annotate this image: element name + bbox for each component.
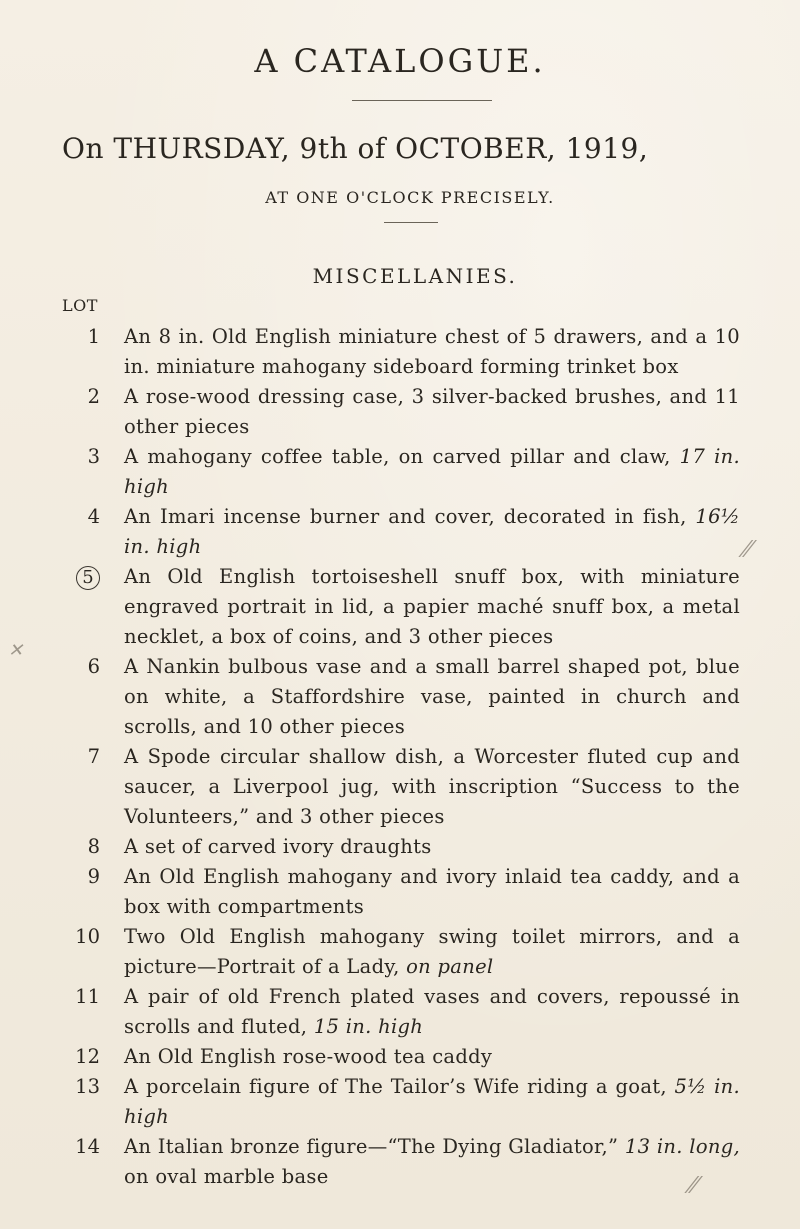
- lot-number-value: 6: [87, 655, 100, 678]
- handwritten-mark: ⁄⁄: [690, 1174, 698, 1199]
- time-divider: [384, 222, 438, 223]
- lot-number-value: 13: [75, 1075, 100, 1098]
- lot-item: [40, 322, 740, 382]
- lot-description-text: A pair of old French plated vases and covers, repoussé in scrolls and fluted,: [124, 985, 740, 1038]
- lot-description: [124, 442, 740, 502]
- lot-item: [40, 832, 740, 862]
- lot-item: [40, 1042, 740, 1072]
- lot-number: [40, 1072, 124, 1132]
- lot-description-text: A porcelain figure of The Tailor’s Wife riding a goat,: [124, 1075, 667, 1098]
- catalogue-title: A CATALOGUE.: [254, 42, 546, 80]
- lot-list: [40, 322, 740, 1192]
- lot-description: [124, 862, 740, 922]
- handwritten-mark: ⁄⁄: [744, 538, 752, 563]
- lot-number-value: 3: [87, 445, 100, 468]
- section-heading: MISCELLANIES.: [312, 264, 518, 288]
- lot-description-text: An Old English tortoiseshell snuff box, with miniature engraved portrait in lid, a papier maché snuff box, a metal necklet, a box of coins, and 3 other pieces: [124, 565, 740, 648]
- lot-description-text: A set of carved ivory draughts: [124, 835, 432, 858]
- lot-item: [40, 862, 740, 922]
- lot-description-text: An Old English rose-wood tea caddy: [124, 1045, 493, 1068]
- lot-item: [40, 1132, 740, 1192]
- lot-item: [40, 442, 740, 502]
- lot-number: [40, 1042, 124, 1072]
- lot-item: [40, 982, 740, 1042]
- lot-description-text: A mahogany coffee table, on carved pillar and claw,: [124, 445, 671, 468]
- handwritten-mark: ✕: [8, 640, 24, 661]
- lot-description: [124, 382, 740, 442]
- lot-number-value: 7: [87, 745, 100, 768]
- lot-description: [124, 832, 740, 862]
- lot-item: [40, 1072, 740, 1132]
- lot-description-text: An Old English mahogany and ivory inlaid tea caddy, and a box with compartments: [124, 865, 740, 918]
- lot-number: [40, 922, 124, 982]
- lot-description: [124, 1042, 740, 1072]
- lot-item: [40, 382, 740, 442]
- lot-number: [40, 322, 124, 382]
- lot-number-value: 1: [87, 325, 100, 348]
- lot-description: [124, 742, 740, 832]
- lot-dimension: on panel: [406, 955, 494, 978]
- lot-number-value: 4: [87, 505, 100, 528]
- lot-number: [40, 652, 124, 742]
- lot-number: [40, 832, 124, 862]
- lot-description: [124, 502, 740, 562]
- lot-number-value: 2: [87, 385, 100, 408]
- lot-number-value: 8: [87, 835, 100, 858]
- lot-dimension: 15 in. high: [313, 1015, 424, 1038]
- lot-number-value: 14: [75, 1135, 100, 1158]
- lot-dimension: 13 in. long,: [624, 1135, 741, 1158]
- lot-description: [124, 562, 740, 652]
- lot-number: [40, 862, 124, 922]
- lot-description-text: An Italian bronze figure—“The Dying Gladiator,”: [124, 1135, 619, 1158]
- lot-number: [40, 502, 124, 562]
- lot-number: [40, 562, 124, 652]
- lot-description: [124, 922, 740, 982]
- lot-description-text: A Spode circular shallow dish, a Worcester fluted cup and saucer, a Liverpool jug, with inscription “Success to the Volunteers,” and 3 other pieces: [124, 745, 740, 828]
- lot-description-text: A Nankin bulbous vase and a small barrel shaped pot, blue on white, a Staffordshire vase, painted in church and scrolls, and 10 other pieces: [124, 655, 740, 738]
- lot-item: [40, 562, 740, 652]
- lot-number-value: 12: [75, 1045, 100, 1068]
- lot-description-text: A rose-wood dressing case, 3 silver-backed brushes, and 11 other pieces: [124, 385, 740, 438]
- lot-description-text: An 8 in. Old English miniature chest of 5 drawers, and a 10 in. miniature mahogany sideboard forming trinket box: [124, 325, 740, 378]
- lot-description: [124, 652, 740, 742]
- lot-number-value: 10: [75, 925, 100, 948]
- lot-description: [124, 322, 740, 382]
- lot-item: [40, 652, 740, 742]
- sale-date-line: On THURSDAY, 9th of OCTOBER, 1919,: [62, 132, 649, 165]
- lot-number: [40, 442, 124, 502]
- lot-dimension: 16½ in. high: [124, 505, 741, 558]
- lot-dimension: 5½ in. high: [124, 1075, 740, 1128]
- lot-item: [40, 502, 740, 562]
- lot-item: [40, 922, 740, 982]
- lot-dimension: 17 in. high: [124, 445, 740, 498]
- lot-item: [40, 742, 740, 832]
- lot-description: [124, 982, 740, 1042]
- lot-description: [124, 1072, 740, 1132]
- lot-number: [40, 982, 124, 1042]
- lot-number-value: 11: [75, 985, 100, 1008]
- lot-number: [40, 1132, 124, 1192]
- lot-number-value: 5: [76, 566, 100, 590]
- lot-description-text: An Imari incense burner and cover, decorated in fish,: [124, 505, 687, 528]
- lot-description: [124, 1132, 740, 1192]
- lot-number: [40, 382, 124, 442]
- lot-number: [40, 742, 124, 832]
- lot-description-text: Two Old English mahogany swing toilet mirrors, and a picture—Portrait of a Lady,: [124, 925, 740, 978]
- lot-column-label: LOT: [62, 296, 98, 315]
- sale-time-line: AT ONE O'CLOCK PRECISELY.: [265, 188, 555, 207]
- lot-number-value: 9: [87, 865, 100, 888]
- title-divider: [352, 100, 492, 101]
- lot-description-tail: on oval marble base: [124, 1165, 329, 1188]
